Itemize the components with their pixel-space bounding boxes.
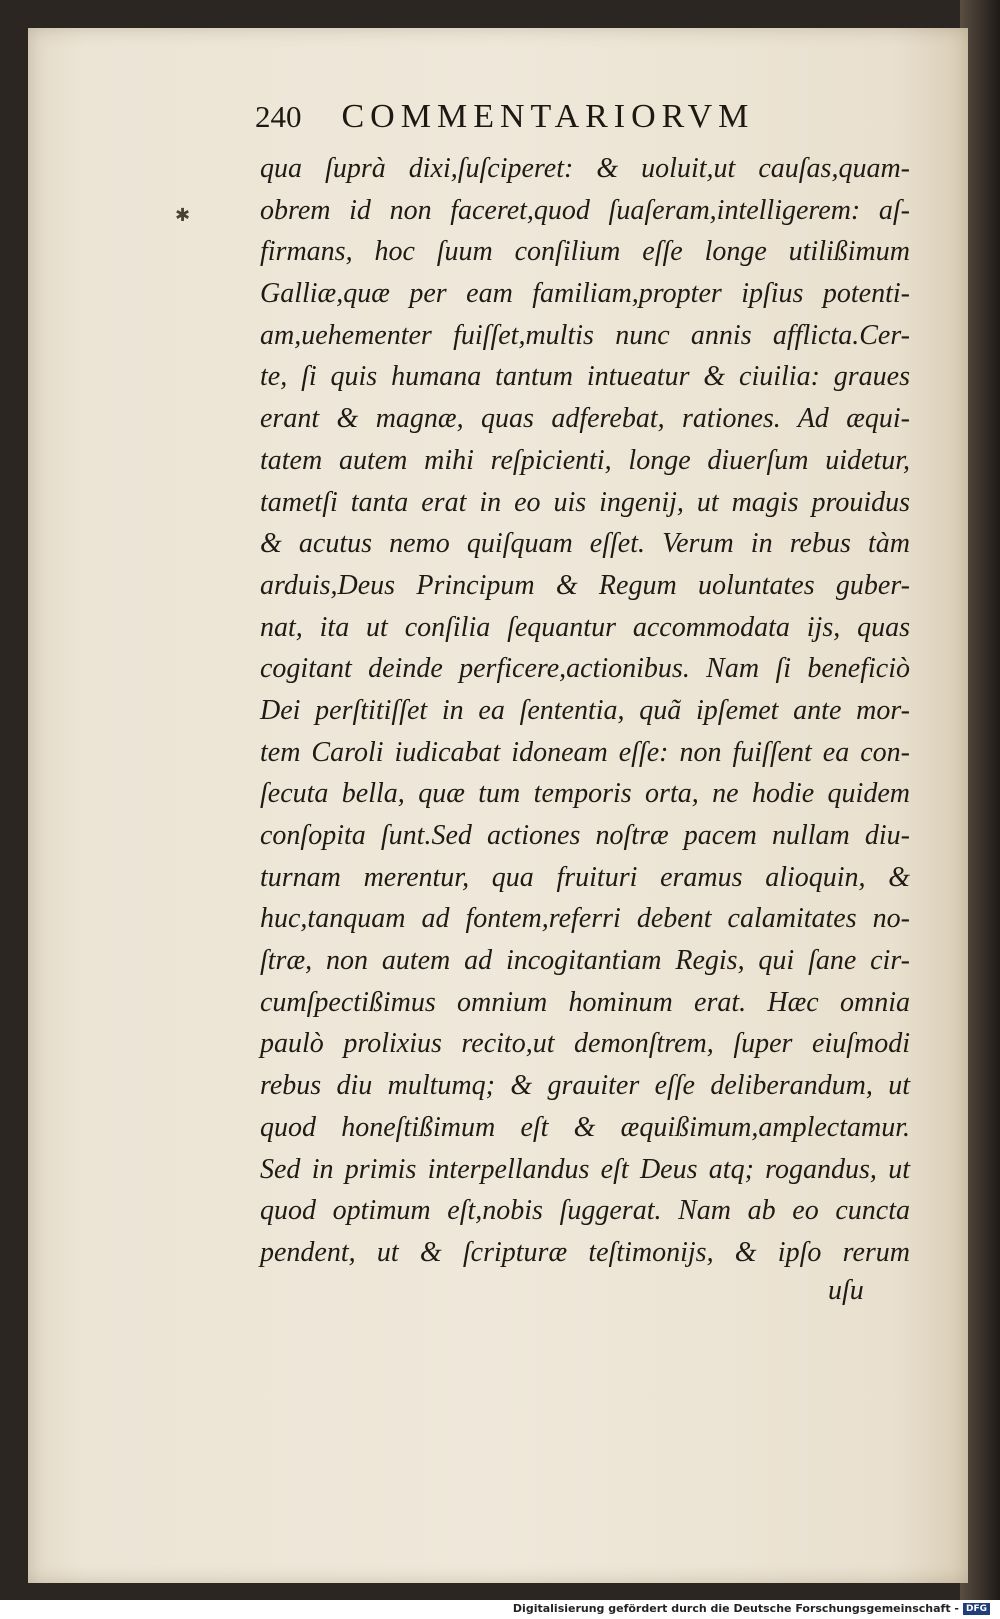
text-line: ſecuta bella, quæ tum temporis orta, ne hodie quidem	[260, 778, 910, 810]
text-line: Sed in primis interpellandus eſt Deus atq; rogandus, ut	[260, 1153, 910, 1185]
text-line: cumſpectißimus omnium hominum erat. Hæc omnia	[260, 986, 910, 1018]
text-line: turnam merentur, qua fruituri eramus alioquin, &	[260, 861, 910, 893]
text-line: rebus diu multumq; & grauiter eſſe deliberandum, ut	[260, 1070, 910, 1102]
text-line: qua ſuprà dixi,ſuſciperet: & uoluit,ut cauſas,quam-	[260, 153, 910, 184]
page-number: 240	[255, 99, 302, 134]
text-line: tem Caroli iudicabat idoneam eſſe: non fuiſſent ea con-	[260, 736, 910, 768]
text-line: am,uehementer fuiſſet,multis nunc annis afflicta.Cer-	[260, 319, 910, 351]
page-header	[255, 98, 895, 148]
text-line: obrem id non faceret,quod ſuaſeram,intelligerem: aſ-	[260, 194, 910, 226]
running-title: COMMENTARIORVM	[341, 98, 755, 135]
text-line: Galliæ,quæ per eam familiam,propter ipſius potenti-	[260, 278, 910, 310]
text-line: te, ſi quis humana tantum intueatur & ciuilia: graues	[260, 361, 910, 393]
text-line: ſtræ, non autem ad incogitantiam Regis, qui ſane cir-	[260, 945, 910, 977]
credit-text: Digitalisierung gefördert durch die Deutsche Forschungsgemeinschaft -	[512, 1602, 959, 1615]
digitization-credit	[513, 1602, 990, 1615]
text-line: cogitant deinde perficere,actionibus. Nam ſi beneficiò	[260, 653, 910, 685]
margin-ink-mark: ✱	[175, 205, 191, 226]
text-line: Dei perſtitiſſet in ea ſententia, quã ipſemet ante mor-	[260, 694, 910, 726]
body-text	[260, 148, 910, 1274]
text-line: quod honeſtißimum eſt & æquißimum,amplectamur.	[260, 1111, 910, 1143]
text-line: huc,tanquam ad fontem,referri debent calamitates no-	[260, 903, 910, 935]
text-line: tametſi tanta erat in eo uis ingenij, ut magis prouidus	[260, 486, 910, 518]
dfg-logo: DFG	[963, 1603, 990, 1615]
text-line: paulò prolixius recito,ut demonſtrem, ſuper eiuſmodi	[260, 1028, 910, 1060]
catchword: uſu	[828, 1275, 864, 1306]
text-line: & acutus nemo quiſquam eſſet. Verum in rebus tàm	[260, 528, 910, 560]
text-line: conſopita ſunt.Sed actiones noſtræ pacem nullam diu-	[260, 820, 910, 851]
text-line: nat, ita ut conſilia ſequantur accommodata ijs, quas	[260, 611, 910, 643]
text-line: firmans, hoc ſuum conſilium eſſe longe utilißimum	[260, 236, 910, 268]
text-line: arduis,Deus Principum & Regum uoluntates guber-	[260, 569, 910, 601]
text-line: quod optimum eſt,nobis ſuggerat. Nam ab eo cuncta	[260, 1195, 910, 1227]
text-line: pendent, ut & ſcripturæ teſtimonijs, & ipſo rerum	[260, 1236, 910, 1268]
text-line: erant & magnæ, quas adferebat, rationes. Ad æqui-	[260, 403, 910, 435]
text-line: tatem autem mihi reſpicienti, longe diuerſum uidetur,	[260, 444, 910, 476]
